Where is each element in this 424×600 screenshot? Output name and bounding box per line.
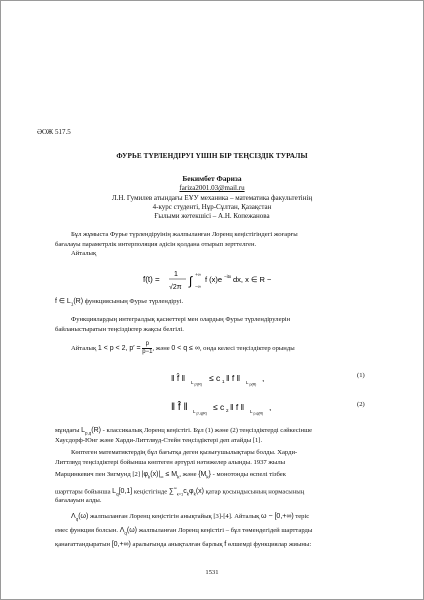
svg-text:≤ c: ≤ c bbox=[209, 373, 221, 383]
svg-text:2: 2 bbox=[226, 408, 229, 413]
definition-line3 bbox=[55, 540, 369, 550]
function-definition-line bbox=[55, 297, 369, 309]
svg-text:f(t) =: f(t) = bbox=[143, 275, 160, 284]
udc-code: ӘОЖ 517.5 bbox=[37, 128, 71, 136]
history-line5: бағалауын алды. bbox=[55, 497, 102, 504]
lorentz-space-line2: Хаусдорф-Юнг жəне Харди-Литтлвуд-Стейн теңсіздіктері деп атайды [1]. bbox=[55, 437, 263, 444]
interval-formula: [0,+∞) bbox=[111, 541, 131, 548]
omega-mapping-formula: ω − [0,+∞) bbox=[261, 513, 294, 520]
history-line2: Литтлвуд теңсіздіктері бойынша көптеген əртүрлі нəтижелер алынды. 1937 жылы bbox=[55, 459, 286, 466]
p-range-formula: 1 < p < 2, p′ = bbox=[97, 345, 141, 353]
svg-text:L: L bbox=[250, 409, 253, 414]
svg-text:L: L bbox=[193, 409, 196, 414]
author-email[interactable]: fariza2001.03@mail.ru bbox=[179, 184, 245, 192]
author-supervisor: Ғылыми жетекшісі – А.Н. Копежанова bbox=[154, 212, 270, 220]
svg-text:1: 1 bbox=[174, 271, 178, 278]
integral-properties-line1 bbox=[55, 315, 369, 325]
f-in-l1-formula: f ∈ $L_1(R)$ bbox=[55, 298, 84, 307]
text-span: функциясының Фурье түрлендіруі. bbox=[83, 298, 184, 305]
text-span: Функциялардың интегралдық қасиеттері мен олардың Фурье түрлендірулерін bbox=[71, 316, 291, 323]
fourier-transform-formula bbox=[141, 265, 291, 293]
svg-text:p′,q(R): p′,q(R) bbox=[196, 411, 207, 416]
svg-text:‖ f̂ ‖: ‖ f̂ ‖ bbox=[171, 402, 188, 413]
equation-number-1: (1) bbox=[357, 372, 365, 379]
lq01-space-formula: $L_q[0,1]$ bbox=[112, 488, 133, 497]
text-span: Бұл жұмыста Фурье түрлендіруінің жалпыланған Лоренц кеңістігіндегі жоғарғы bbox=[71, 231, 298, 238]
text-span: аралығында анықталған барлық bbox=[132, 541, 223, 548]
svg-text:‖ f ‖: ‖ f ‖ bbox=[230, 402, 245, 412]
text-span: Көптеген математиктердің бұл бағытқа деген қызығушылықтары болды. Харди- bbox=[71, 449, 298, 456]
lpq-space-formula: $L_{p,q}(R)$ bbox=[81, 427, 101, 436]
series-sum-formula: $\sum^\infty_{k=1}c_k\varphi_k(x)$ bbox=[168, 486, 204, 497]
text-span: қатар қосындысының нормасының bbox=[205, 488, 305, 496]
svg-text:p(R): p(R) bbox=[249, 382, 257, 387]
text-span: Марцинкевич пен Зигмунд [2] bbox=[55, 471, 141, 478]
text-span: , жəне bbox=[152, 345, 170, 353]
text-span: кеңістігінде bbox=[133, 488, 168, 496]
text-span: Айталық bbox=[71, 345, 97, 353]
author-name: Бекимбет Фариза bbox=[182, 174, 242, 183]
svg-text:1: 1 bbox=[222, 379, 225, 384]
svg-text:‖ f ‖: ‖ f ‖ bbox=[226, 373, 241, 383]
inequality-2 bbox=[169, 394, 299, 418]
svg-text:≤ c: ≤ c bbox=[213, 402, 225, 412]
svg-text:+∞: +∞ bbox=[195, 272, 201, 277]
svg-text:f (x)e: f (x)e bbox=[205, 275, 223, 284]
lambda-q-omega-formula-2: $\Lambda_q(\omega)$ bbox=[119, 527, 138, 536]
definition-line2 bbox=[55, 526, 369, 538]
lambda-q-omega-formula: $\Lambda_q(\omega)$ bbox=[71, 513, 89, 522]
let-word-line bbox=[55, 249, 369, 259]
text-span: өлшемді функциялар жиыны: bbox=[227, 541, 312, 548]
history-line1 bbox=[55, 448, 369, 458]
svg-text:,: , bbox=[269, 402, 272, 412]
text-span: , жəне bbox=[179, 471, 197, 478]
svg-text:p,q(R): p,q(R) bbox=[253, 411, 264, 416]
svg-text:√2π: √2π bbox=[169, 284, 182, 291]
text-span: Айталық bbox=[71, 250, 97, 257]
text-span: шарттары бойынша bbox=[55, 488, 111, 496]
history-line3 bbox=[55, 470, 369, 482]
text-span: - монотонды өспелі тізбек bbox=[212, 471, 286, 478]
svg-text:∫: ∫ bbox=[189, 274, 193, 288]
conditions-line bbox=[55, 341, 369, 356]
p-prime-fraction: $\frac{p}{p-1}$ bbox=[142, 341, 153, 355]
svg-text:,: , bbox=[262, 373, 265, 383]
integral-properties-line2: байланыстыратын теңсіздіктер жақсы белгілі. bbox=[55, 326, 184, 333]
abstract-line2: бағалауы параметрлік интерполяция әдісін қолдана отырып зерттелген. bbox=[55, 241, 257, 248]
coefficient-bound-formula: $|\varphi_k(x)|_\infty \le M_k$ bbox=[141, 471, 180, 480]
equation-number-2: (2) bbox=[357, 401, 365, 408]
inequality-1 bbox=[169, 367, 299, 387]
text-span: мұндағы bbox=[55, 427, 80, 434]
svg-text:−itx: −itx bbox=[224, 274, 232, 279]
text-span: жалпыланған Лоренц кеңістігі – бұл төмендегідей шарттарды bbox=[138, 527, 313, 534]
text-span: жалпыланған Лоренц кеңістігін анықтайық [3]-[4]. Айталық bbox=[90, 513, 260, 520]
definition-line1 bbox=[55, 512, 369, 524]
svg-text:dx, x ∈ R −: dx, x ∈ R − bbox=[233, 275, 272, 284]
svg-text:‖ f̂ ‖: ‖ f̂ ‖ bbox=[171, 373, 186, 383]
page-number: 1531 bbox=[205, 569, 219, 576]
author-affiliation-line2: 4-курс студенті, Нұр-Сұлтан, Қазақстан bbox=[152, 203, 272, 211]
text-span: , онда келесі теңсіздіктер орынды bbox=[199, 345, 295, 353]
svg-text:L: L bbox=[191, 380, 194, 385]
svg-text:L: L bbox=[246, 380, 249, 385]
f-symbol: f bbox=[224, 541, 227, 548]
text-span: теріс bbox=[295, 513, 310, 520]
text-span: емес функция болсын. bbox=[55, 527, 119, 534]
text-span: - классикалық Лоренц кеңістігі. Бұл (1) жəне (2) теңсіздіктерді сəйкесінше bbox=[100, 427, 313, 434]
abstract-line1 bbox=[55, 230, 369, 240]
svg-text:p′(R): p′(R) bbox=[194, 382, 202, 387]
q-range-formula: 0 < q ≤ ∞ bbox=[171, 345, 200, 353]
mk-sequence-formula: $\{M_k\}$ bbox=[198, 471, 211, 480]
paper-title: ФУРЬЕ ТҮРЛЕНДІРУІ ҮШІН БІР ТЕҢСІЗДІК ТУРАЛЫ bbox=[116, 152, 308, 160]
text-span: қанағаттандыратын bbox=[55, 541, 111, 548]
svg-text:−∞: −∞ bbox=[195, 284, 201, 289]
author-affiliation-line1: Л.Н. Гумилев атындағы ЕҰУ механика – математика факультетінің bbox=[111, 194, 313, 202]
